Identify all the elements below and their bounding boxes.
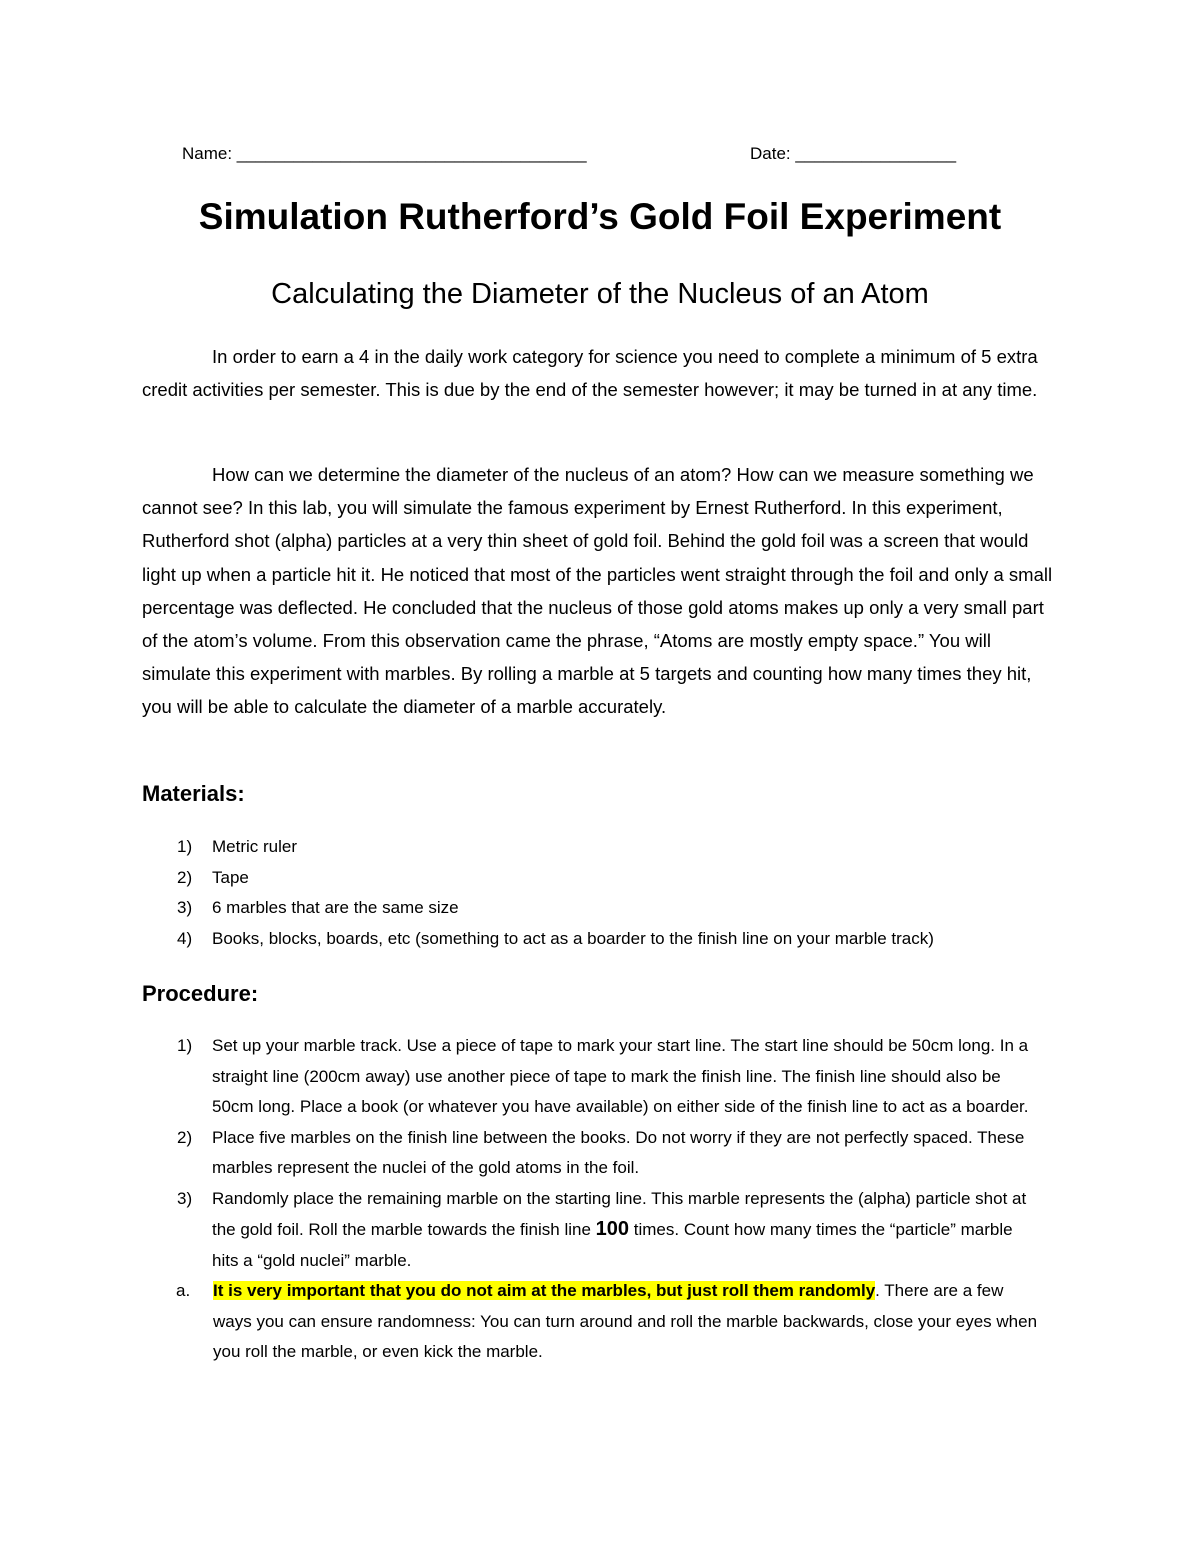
sub-list-rest: . There are a few ways you can ensure randomness: You can turn around and roll the marble backwards, close your eyes when you roll the marble, or even kick the marble. bbox=[213, 1281, 1038, 1361]
emphasis-number: 100 bbox=[595, 1218, 630, 1240]
list-number: 2) bbox=[177, 1127, 193, 1147]
list-item bbox=[142, 832, 1072, 863]
document-title: Simulation Rutherford’s Gold Foil Experiment bbox=[198, 196, 1002, 237]
sub-list-item bbox=[72, 1276, 1042, 1368]
list-number: 3) bbox=[177, 898, 193, 917]
header-line bbox=[182, 144, 1022, 170]
list-number: 1) bbox=[177, 1036, 193, 1055]
list-item bbox=[142, 1123, 1042, 1184]
sub-list-text bbox=[213, 1281, 1037, 1361]
paragraph-text: How can we determine the diameter of the nucleus of an atom? How can we measure something we cannot see? In this lab, you will simulate the famous experiment by Ernest Rutherford. In this experiment, Rutherford shot (alpha) particles at a very thin sheet of gold foil. Behind the gold foil was a screen that would light up when a particle hit it. He noticed that most of the particles went straight through the foil and only a small percentage was deflected. He concluded that the nucleus of those gold atoms makes up only a very small part of the atom’s volume. From this observation came the phrase, “Atoms are mostly empty space.” You will simulate this experiment with marbles. By rolling a marble at 5 targets and counting how many times they hit, you will be able to calculate the diameter of a marble accurately. bbox=[142, 464, 1053, 718]
procedure-list bbox=[142, 1031, 1042, 1368]
sub-list-letter: a. bbox=[176, 1281, 191, 1300]
list-text: Place five marbles on the finish line between the books. Do not worry if they are not perfectly spaced. These marbles represent the nuclei of the gold atoms in the foil. bbox=[212, 1127, 1025, 1177]
intro-paragraph bbox=[142, 340, 1062, 406]
list-number: 4) bbox=[177, 928, 193, 948]
list-item bbox=[142, 863, 1072, 894]
list-text: Books, blocks, boards, etc (something to act as a boarder to the finish line on your marble track) bbox=[212, 928, 934, 948]
list-number: 2) bbox=[177, 867, 193, 887]
list-item bbox=[142, 1184, 1042, 1277]
list-text bbox=[212, 1189, 1026, 1270]
list-number: 1) bbox=[177, 837, 193, 856]
list-text-end: times. Count how many times the “particle” marble hits a “gold nuclei” marble. bbox=[212, 1220, 1013, 1270]
procedure-heading: Procedure: bbox=[142, 981, 259, 1006]
list-number: 3) bbox=[177, 1188, 193, 1208]
list-text-start: Randomly place the remaining marble on the starting line. This marble represents the (alpha) particle shot at the gold foil. Roll the marble towards the finish line bbox=[212, 1188, 1027, 1239]
list-text: Metric ruler bbox=[212, 837, 298, 856]
date-field: Date: _________________ bbox=[750, 144, 957, 163]
list-text: 6 marbles that are the same size bbox=[212, 898, 459, 917]
paragraph-text: In order to earn a 4 in the daily work category for science you need to complete a minimum of 5 extra credit activities per semester. This is due by the end of the semester however; it may be turned in at any time. bbox=[142, 346, 1038, 401]
background-paragraph bbox=[142, 458, 1062, 724]
materials-list bbox=[142, 832, 1072, 954]
list-item bbox=[142, 924, 1072, 955]
list-item bbox=[142, 1031, 1042, 1123]
list-text: Set up your marble track. Use a piece of tape to mark your start line. The start line should be 50cm long. In a straight line (200cm away) use another piece of tape to mark the finish line. The finish line should also be 50cm long. Place a book (or whatever you have available) on either side of the finish line to act as a boarder. bbox=[212, 1036, 1029, 1116]
list-item bbox=[142, 893, 1072, 924]
list-text: Tape bbox=[212, 867, 249, 887]
document-subtitle: Calculating the Diameter of the Nucleus of an Atom bbox=[271, 278, 929, 310]
highlighted-warning: It is very important that you do not aim at the marbles, but just roll them randomly bbox=[213, 1281, 876, 1300]
materials-heading: Materials: bbox=[142, 781, 245, 806]
name-field: Name: _____________________________________ bbox=[182, 144, 587, 163]
